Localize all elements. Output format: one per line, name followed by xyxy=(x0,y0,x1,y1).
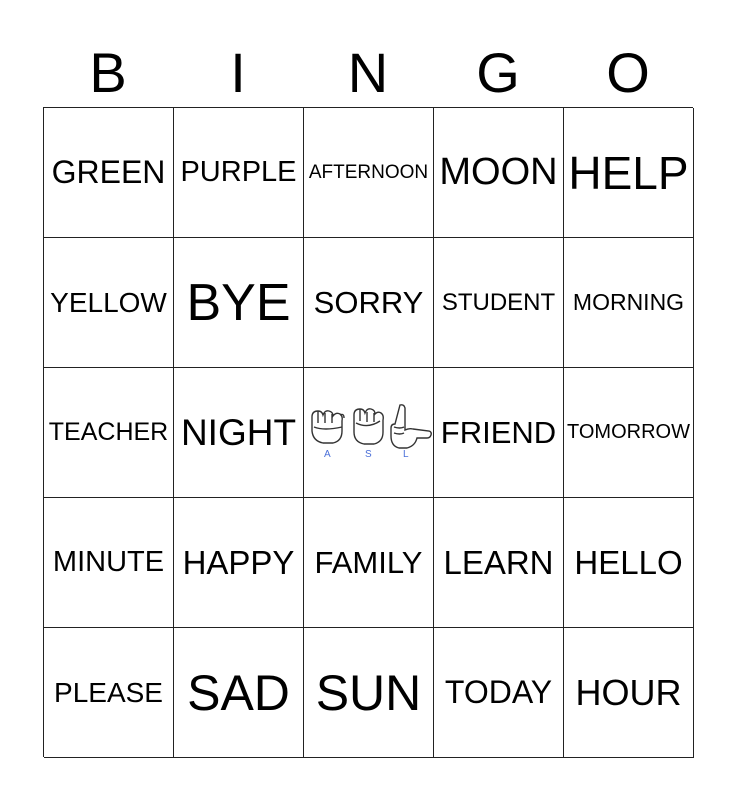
bingo-cell-word: AFTERNOON xyxy=(308,161,429,183)
bingo-header xyxy=(43,40,693,106)
header-letter-i: I xyxy=(230,41,246,104)
bingo-cell[interactable] xyxy=(434,368,564,498)
bingo-cell-word: HELLO xyxy=(574,543,683,581)
bingo-cell[interactable] xyxy=(434,238,564,368)
bingo-cell[interactable] xyxy=(564,498,694,628)
bingo-cell-word: TODAY xyxy=(444,674,553,710)
bingo-cell[interactable] xyxy=(304,628,434,758)
bingo-cell-word: HELP xyxy=(568,146,689,199)
bingo-cell-word: FAMILY xyxy=(314,544,423,580)
bingo-cell[interactable] xyxy=(174,368,304,498)
bingo-cell[interactable] xyxy=(304,108,434,238)
bingo-cell-word: STUDENT xyxy=(441,288,556,316)
bingo-cell[interactable] xyxy=(434,498,564,628)
bingo-cell[interactable] xyxy=(304,238,434,368)
bingo-cell-word: TEACHER xyxy=(48,418,169,446)
asl-letter-l: L xyxy=(402,448,409,460)
bingo-cell[interactable] xyxy=(304,498,434,628)
bingo-cell-word: PURPLE xyxy=(180,156,297,188)
bingo-cell-word: SAD xyxy=(187,664,290,721)
bingo-cell[interactable] xyxy=(174,498,304,628)
asl-letter-a: A xyxy=(323,448,331,460)
asl-hands-icon xyxy=(306,403,432,463)
bingo-card-grid xyxy=(43,107,693,757)
bingo-cell[interactable] xyxy=(44,238,174,368)
bingo-cell[interactable] xyxy=(564,238,694,368)
bingo-cell[interactable] xyxy=(564,108,694,238)
bingo-cell-word: MORNING xyxy=(572,289,685,315)
bingo-cell[interactable] xyxy=(44,498,174,628)
bingo-cell[interactable] xyxy=(564,628,694,758)
bingo-cell-word: BYE xyxy=(186,273,291,332)
bingo-cell[interactable] xyxy=(174,108,304,238)
asl-letter-s: S xyxy=(364,448,372,460)
bingo-cell-word: GREEN xyxy=(51,154,166,190)
bingo-cell-word: PLEASE xyxy=(54,676,163,708)
bingo-cell[interactable] xyxy=(174,628,304,758)
bingo-cell-word: MINUTE xyxy=(52,546,165,578)
header-letter-o: O xyxy=(606,41,650,104)
bingo-cell-word: HAPPY xyxy=(182,543,295,581)
bingo-cell[interactable] xyxy=(564,368,694,498)
bingo-cell-word: YELLOW xyxy=(50,286,167,318)
bingo-cell[interactable] xyxy=(434,628,564,758)
bingo-cell-word: MOON xyxy=(439,151,558,193)
bingo-cell-word: NIGHT xyxy=(180,411,297,453)
header-letter-b: B xyxy=(89,41,127,104)
free-space-cell[interactable] xyxy=(304,368,434,498)
bingo-cell-word: FRIEND xyxy=(440,414,557,450)
bingo-cell[interactable] xyxy=(174,238,304,368)
bingo-cell-word: LEARN xyxy=(443,543,554,581)
header-letter-n: N xyxy=(347,41,389,104)
bingo-cell-word: SORRY xyxy=(313,284,424,320)
header-letter-g: G xyxy=(476,41,520,104)
bingo-cell-word: TOMORROW xyxy=(567,421,690,443)
bingo-cell[interactable] xyxy=(434,108,564,238)
bingo-cell[interactable] xyxy=(44,368,174,498)
bingo-cell-word: HOUR xyxy=(575,671,682,713)
bingo-cell[interactable] xyxy=(44,108,174,238)
bingo-cell[interactable] xyxy=(44,628,174,758)
bingo-cell-word: SUN xyxy=(315,664,422,721)
